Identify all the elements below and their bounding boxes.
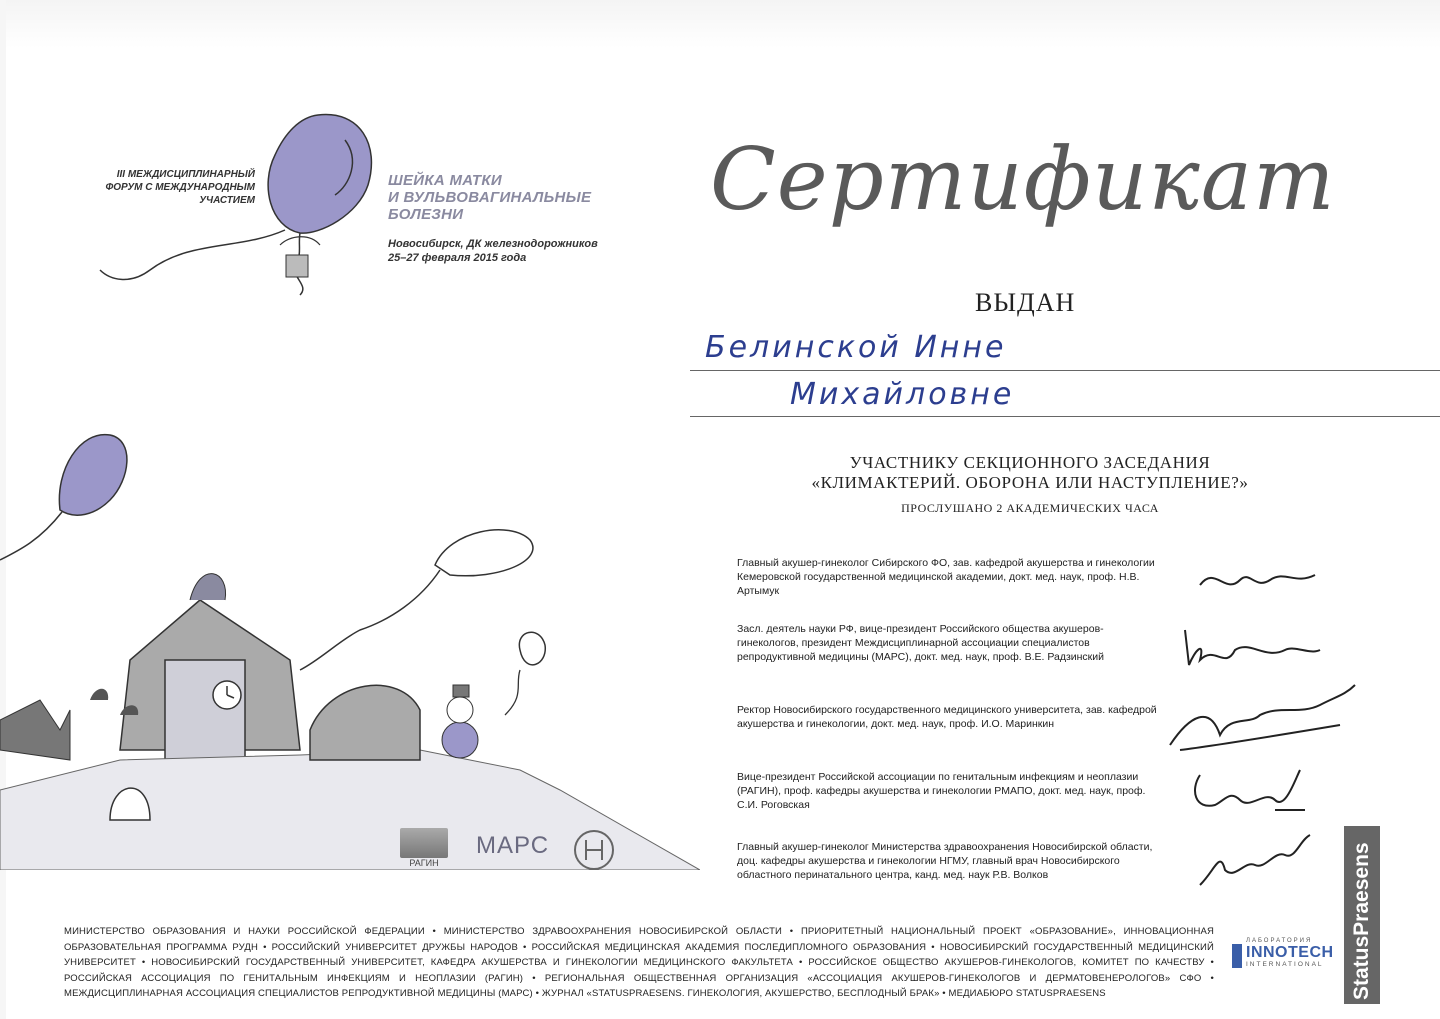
city-illustration — [0, 430, 700, 870]
issued-label: ВЫДАН — [975, 288, 1076, 317]
ragin-logo-text: РАГИН — [409, 858, 439, 868]
innotech-logo-top: ЛАБОРАТОРИЯ — [1246, 938, 1313, 944]
forum-caption-line: УЧАСТИЕМ — [199, 195, 255, 206]
signature-2 — [1175, 620, 1325, 680]
participant-line: УЧАСТНИКУ СЕКЦИОННОГО ЗАСЕДАНИЯ — [849, 453, 1211, 472]
signer-rogovskaya: Вице-президент Российской ассоциации по генитальным инфекциям и неоплазии (РАГИН), проф. кафедры акушерства и гинекологии РМАПО, докт. мед. наук, проф. С.И. Роговская — [737, 771, 1146, 811]
status-praesens-logo: StatusPraesens — [1350, 842, 1373, 1000]
recipient-line-2 — [690, 416, 1440, 417]
forum-string — [90, 210, 290, 290]
innotech-logo-mark — [1232, 944, 1242, 968]
forum-caption-line: III МЕЖДИСЦИПЛИНАРНЫЙ — [116, 169, 255, 180]
participant-text — [740, 453, 1320, 493]
mars-logo: МАРС — [476, 832, 550, 859]
forum-title-line: БОЛЕЗНИ — [388, 206, 464, 223]
forum-place-dates: 25–27 февраля 2015 года — [388, 252, 527, 264]
forum-caption — [95, 168, 255, 207]
recipient-line-1 — [690, 370, 1440, 371]
university-emblem — [570, 828, 618, 872]
recipient-name-handwritten: Белинской Инне — [705, 330, 1007, 365]
participant-session: «КЛИМАКТЕРИЙ. ОБОРОНА ИЛИ НАСТУПЛЕНИЕ?» — [811, 473, 1249, 492]
forum-place — [388, 237, 598, 265]
certificate-title: Сертификат — [710, 130, 1336, 230]
innotech-logo — [1232, 938, 1342, 968]
signer-radzinsky: Засл. деятель науки РФ, вице-президент Российского общества акушеров-гинекологов, президент Междисциплинарной ассоциации специалистов репродуктивной медицины (МАРС), докт. мед. наук, проф. В.Е. Радзинский — [737, 623, 1104, 663]
signature-4 — [1185, 760, 1315, 820]
ragin-logo — [400, 828, 448, 868]
academic-hours: ПРОСЛУШАНО 2 АКАДЕМИЧЕСКИХ ЧАСА — [901, 501, 1159, 515]
recipient-patronymic-handwritten: Михайловне — [790, 377, 1015, 412]
signature-3 — [1160, 675, 1360, 765]
signer-artymuk: Главный акушер-гинеколог Сибирского ФО, зав. кафедрой акушерства и гинекологии Кемеровской государственной медицинской академии, докт. мед. наук, проф. Н.В. Артымук — [737, 557, 1155, 597]
forum-title-line: ШЕЙКА МАТКИ — [388, 172, 502, 189]
signature-5 — [1195, 830, 1315, 890]
signer-volkov: Главный акушер-гинеколог Министерства здравоохранения Новосибирской области, доц. кафедры акушерства и гинекологии НГМУ, главный врач Новосибирского областного перинатального центра, канд. мед. наук Р.В. Волков — [737, 841, 1153, 881]
innotech-logo-sub: INTERNATIONAL — [1246, 961, 1324, 968]
forum-caption-line: ФОРУМ С МЕЖДУНАРОДНЫМ — [105, 182, 255, 193]
forum-title-line: И ВУЛЬВОВАГИНАЛЬНЫЕ — [388, 189, 592, 206]
signer-marinkin: Ректор Новосибирского государственного медицинского университета, зав. кафедрой акушерства и гинекологии, докт. мед. наук, проф. И.О. Маринкин — [737, 704, 1157, 730]
organizers-footer: МИНИСТЕРСТВО ОБРАЗОВАНИЯ И НАУКИ РОССИЙСКОЙ ФЕДЕРАЦИИ • МИНИСТЕРСТВО ЗДРАВООХРАНЕНИЯ НОВОСИБИРСКОЙ ОБЛАСТИ • ПРИОРИТЕТНЫЙ НАЦИОНАЛЬНЫЙ ПРОЕКТ «ОБРАЗОВАНИЕ», ИННОВАЦИОННАЯ ОБРАЗОВАТЕЛЬНАЯ ПРОГРАММА РУДН • РОССИЙСКИЙ УНИВЕРСИТЕТ ДРУЖБЫ НАРОДОВ • РОССИЙСКАЯ МЕДИЦИНСКАЯ АКАДЕМИЯ ПОСЛЕДИПЛОМНОГО ОБРАЗОВАНИЯ • НОВОСИБИРСКИЙ ГОСУДАРСТВЕННЫЙ МЕДИЦИНСКИЙ УНИВЕРСИТЕТ • НОВОСИБИРСКИЙ ГОСУДАРСТВЕННЫЙ УНИВЕРСИТЕТ, КАФЕДРА АКУШЕРСТВА И ГИНЕКОЛОГИИ МЕДИЦИНСКОГО ФАКУЛЬТЕТА • РОССИЙСКОЕ ОБЩЕСТВО АКУШЕРОВ-ГИНЕКОЛОГОВ, КОМИТЕТ ПО КАЧЕСТВУ • РОССИЙСКАЯ АССОЦИАЦИЯ ПО ГЕНИТАЛЬНЫМ ИНФЕКЦИЯМ И НЕОПЛАЗИИ (РАГИН) • РЕГИОНАЛЬНАЯ ОБЩЕСТВЕННАЯ ОРГАНИЗАЦИЯ «АССОЦИАЦИЯ АКУШЕРОВ-ГИНЕКОЛОГОВ И ДЕРМАТОВЕНЕРОЛОГОВ» СФО • МЕЖДИСЦИПЛИНАРНАЯ АССОЦИАЦИЯ СПЕЦИАЛИСТОВ РЕПРОДУКТИВНОЙ МЕДИЦИНЫ (МАРС) • ЖУРНАЛ «STATUSPRAESENS. ГИНЕКОЛОГИЯ, АКУШЕРСТВО, БЕСПЛОДНЫЙ БРАК» • МЕДИАБЮРО STATUSPRAESENS — [64, 926, 1214, 999]
scan-top-band — [0, 0, 1440, 48]
forum-title — [388, 172, 648, 223]
signature-1 — [1195, 555, 1325, 605]
innotech-logo-text: INNOTECH — [1246, 944, 1334, 961]
forum-place-location: Новосибирск, ДК железнодорожников — [388, 238, 598, 250]
